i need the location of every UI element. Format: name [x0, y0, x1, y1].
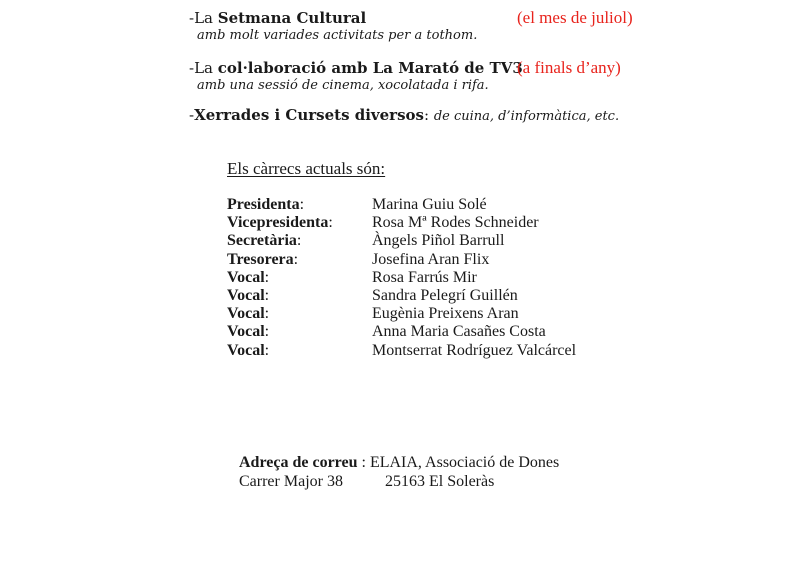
board-member-colon: : [264, 323, 270, 341]
activity-prefix: - [189, 106, 195, 124]
activity-prefix: -La [189, 9, 218, 27]
board-member-role-text: Vicepresidenta [227, 214, 329, 232]
board-member-role [227, 287, 269, 305]
address-block [239, 453, 559, 491]
board-member-role-text: Vocal [227, 341, 265, 359]
board-member-name: Montserrat Rodríguez Valcárcel [372, 341, 577, 359]
board-member-name: Rosa Mª Rodes Schneider [372, 214, 539, 232]
activity-xerrades-cursets [189, 106, 619, 126]
activity-title: col·laboració amb La Marató de TV3 [217, 59, 523, 77]
activity-separator: : [423, 106, 434, 124]
address-organization: ELAIA, Associació de Dones [369, 454, 560, 471]
board-member-role [227, 232, 301, 250]
activity-title: Setmana Cultural [217, 9, 367, 27]
board-member-role-text: Vocal [227, 286, 265, 304]
address-postal-city: 25163 El Soleràs [385, 473, 495, 490]
board-member-name: Sandra Pelegrí Guillén [372, 286, 518, 304]
address-line-2 [239, 472, 559, 491]
address-separator: : [357, 454, 370, 471]
activity-description: amb molt variades activitats per a tothom. [197, 28, 478, 43]
activity-note-juliol: (el mes de juliol) [517, 8, 633, 27]
board-member-role [227, 251, 298, 269]
board-member-colon: : [299, 196, 305, 213]
board-member-role-text: Vocal [227, 268, 265, 286]
activity-note-finals-any: (a finals d’any) [517, 58, 621, 77]
board-member-role-text: Vocal [227, 305, 265, 323]
board-member-colon: : [264, 305, 270, 323]
board-heading: Els càrrecs actuals són: [227, 159, 386, 178]
board-member-name: Josefina Aran Flix [372, 250, 490, 268]
board-member-name: Anna Maria Casañes Costa [372, 323, 546, 341]
board-member-name: Rosa Farrús Mir [372, 268, 477, 286]
board-member-name: Eugènia Preixens Aran [372, 305, 519, 323]
board-member-role [227, 342, 269, 360]
activity-setmana-cultural [189, 9, 477, 45]
activity-marato-tv3 [189, 59, 523, 95]
board-member-colon: : [293, 250, 299, 268]
board-member-role [227, 269, 269, 287]
address-street: Carrer Major 38 [239, 473, 343, 490]
board-member-role [227, 196, 304, 214]
board-member-role-text: Tresorera [227, 250, 294, 268]
board-member-colon: : [264, 341, 270, 359]
board-member-colon: : [264, 286, 270, 304]
board-member-role [227, 323, 269, 341]
board-member-role [227, 214, 333, 232]
board-member-name: Marina Guiu Solé [372, 196, 487, 213]
board-member-colon: : [264, 268, 270, 286]
board-member-role [227, 305, 269, 323]
board-member-colon: : [296, 232, 302, 250]
address-label: Adreça de correu [239, 454, 358, 471]
activity-title: Xerrades i Cursets diversos [194, 106, 424, 124]
activity-description: de cuina, d’informàtica, etc. [433, 109, 620, 124]
board-member-colon: : [328, 214, 333, 232]
board-member-name: Àngels Piñol Barrull [372, 232, 505, 250]
board-member-role-text: Presidenta [227, 196, 300, 213]
address-line-1 [239, 453, 559, 472]
board-member-role-text: Vocal [227, 323, 265, 341]
activity-prefix: -La [189, 59, 218, 77]
board-member-role-text: Secretària [227, 232, 297, 250]
activity-description: amb una sessió de cinema, xocolatada i rifa. [197, 78, 489, 93]
